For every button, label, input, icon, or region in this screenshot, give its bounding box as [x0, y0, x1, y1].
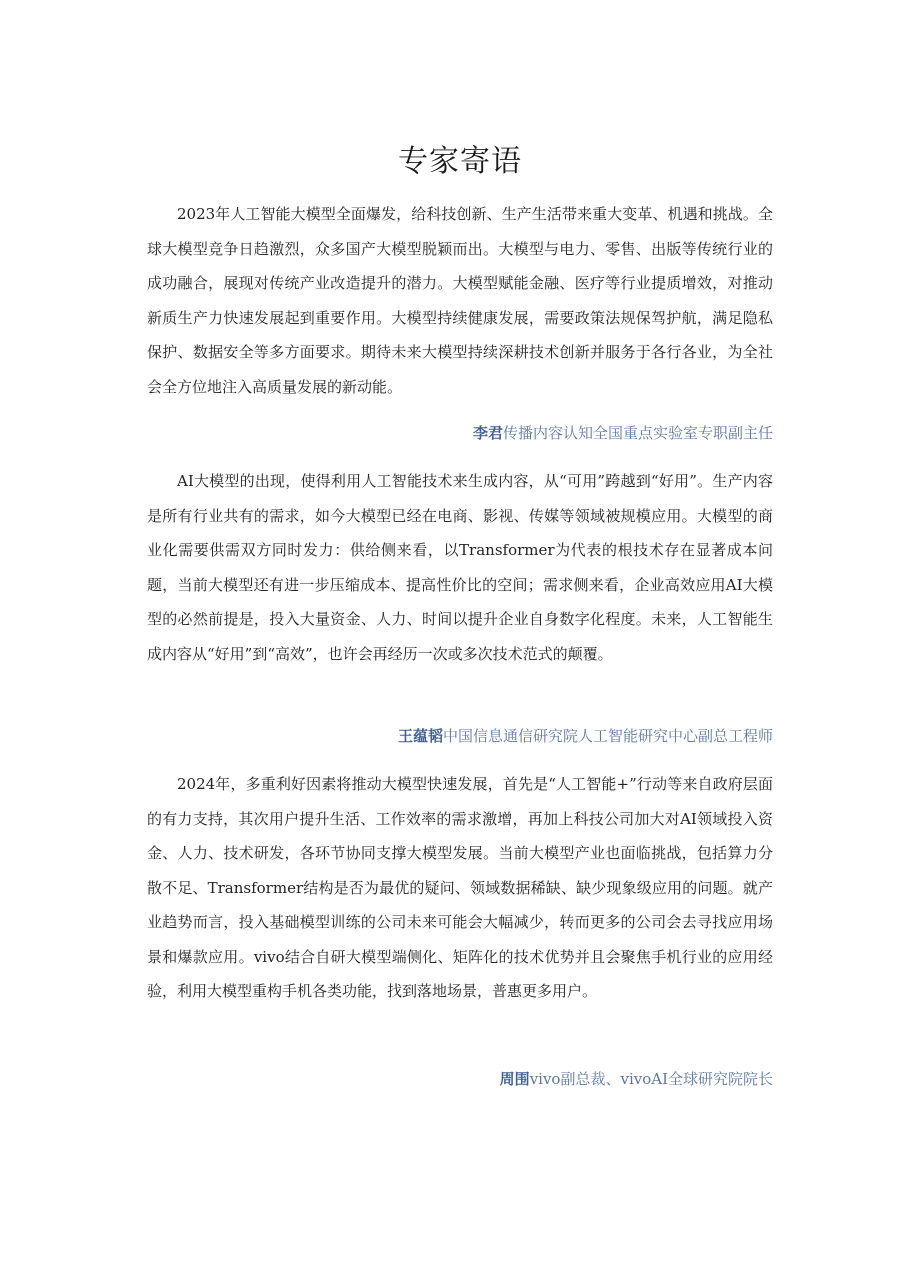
- signature-title: 中国信息通信研究院人工智能研究中心副总工程师: [442, 727, 773, 745]
- signature-name: 周围: [499, 1070, 530, 1088]
- expert-quote-block: [147, 767, 773, 1009]
- expert-quote-block: [147, 464, 773, 671]
- quote-signature: [147, 724, 773, 748]
- signature-title: vivo副总裁、vivoAI全球研究院院长: [529, 1070, 773, 1088]
- quote-paragraph: 2023年人工智能大模型全面爆发，给科技创新、生产生活带来重大变革、机遇和挑战。全球大模型竞争日趋激烈，众多国产大模型脱颖而出。大模型与电力、零售、出版等传统行业的成功融合，展现对传统产业改造提升的潜力。大模型赋能金融、医疗等行业提质增效，对推动新质生产力快速发展起到重要作用。大模型持续健康发展，需要政策法规保驾护航，满足隐私保护、数据安全等多方面要求。期待未来大模型持续深耕技术创新并服务于各行各业，为全社会全方位地注入高质量发展的新动能。: [147, 205, 773, 396]
- signature-title: 传播内容认知全国重点实验室专职副主任: [502, 424, 773, 442]
- signature-name: 王蕴韬: [397, 727, 443, 745]
- expert-quote-block: [147, 197, 773, 404]
- signature-name: 李君: [472, 424, 503, 442]
- quote-signature: [147, 421, 773, 445]
- quote-paragraph: AI大模型的出现，使得利用人工智能技术来生成内容，从“可用”跨越到“好用”。生产内容是所有行业共有的需求，如今大模型已经在电商、影视、传媒等领域被规模应用。大模型的商业化需要供需双方同时发力：供给侧来看，以Transformer为代表的根技术存在显著成本问题，当前大模型还有进一步压缩成本、提高性价比的空间；需求侧来看，企业高效应用AI大模型的必然前提是，投入大量资金、人力、时间以提升企业自身数字化程度。未来，人工智能生成内容从“好用”到“高效”，也许会再经历一次或多次技术范式的颠覆。: [147, 472, 773, 663]
- page-title: 专家寄语: [398, 144, 522, 179]
- quote-paragraph: 2024年，多重利好因素将推动大模型快速发展，首先是“人工智能+”行动等来自政府层面的有力支持，其次用户提升生活、工作效率的需求激增，再加上科技公司加大对AI领域投入资金、人力、技术研发，各环节协同支撑大模型发展。当前大模型产业也面临挑战，包括算力分散不足、Transformer结构是否为最优的疑问、领域数据稀缺、缺少现象级应用的问题。就产业趋势而言，投入基础模型训练的公司未来可能会大幅减少，转而更多的公司会去寻找应用场景和爆款应用。vivo结合自研大模型端侧化、矩阵化的技术优势并且会聚焦手机行业的应用经验，利用大模型重构手机各类功能，找到落地场景，普惠更多用户。: [147, 775, 773, 1000]
- quote-signature: [147, 1067, 773, 1091]
